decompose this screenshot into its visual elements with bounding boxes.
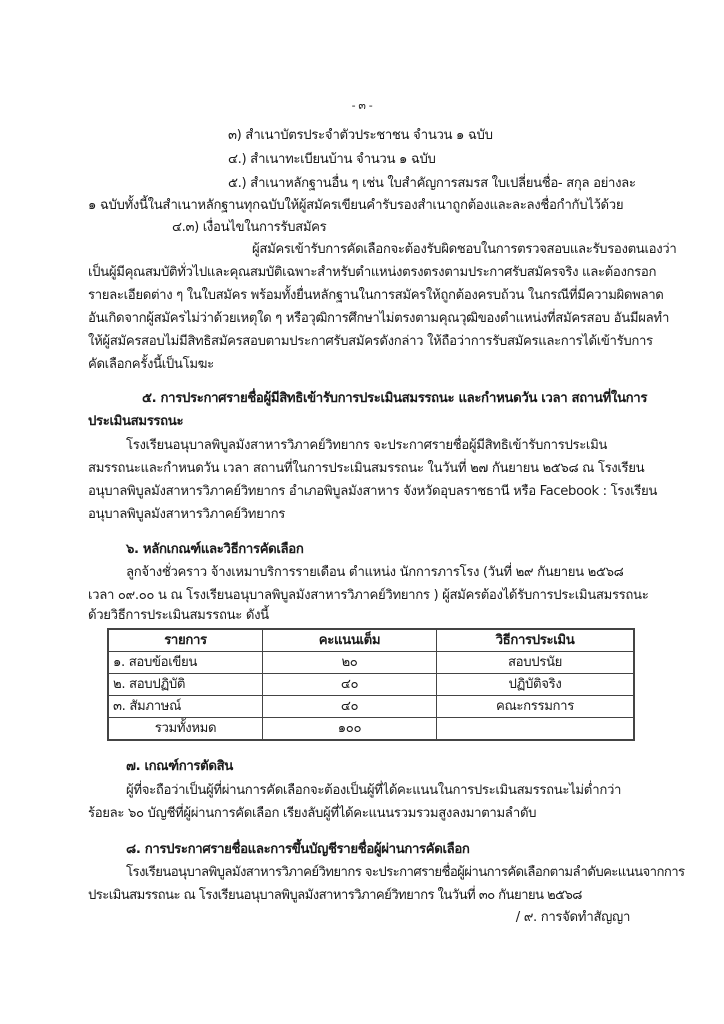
section5-line: อนุบาลพิบูลมังสาหารวิภาคย์วิทยากร (88, 507, 285, 522)
section6-line: ลูกจ้างชั่วคราว จ้างเหมาบริการรายเดือน ตำแหน่ง นักการภารโรง (วันที่ ๒๙ กันยายน ๒๕๖๘ (126, 565, 624, 580)
section8-line: ประเมินสมรรถนะ ณ โรงเรียนอนุบาลพิบูลมังสาหารวิภาคย์วิทยากร ในวันที่ ๓๐ กันยายน ๒๕๖๘ (88, 888, 582, 903)
table-header: รายการ (108, 629, 263, 652)
table-header: วิธีการประเมิน (437, 629, 635, 652)
section8-line: โรงเรียนอนุบาลพิบูลมังสาหารวิภาคย์วิทยากร จะประกาศรายชื่อผู้ผ่านการคัดเลือกตามลำดับคะแนนจากการ (126, 865, 685, 880)
section5-heading: ๕. การประกาศรายชื่อผู้มีสิทธิเข้ารับการประเมินสมรรถนะ และกำหนดวัน เวลา สถานที่ในการ (142, 391, 648, 406)
conditions-line: รายละเอียดต่าง ๆ ในใบสมัคร พร้อมทั้งยื่นหลักฐานในการสมัครให้ถูกต้องครบถ้วน ในกรณีที่มีความผิดพลาด (88, 288, 664, 303)
table-cell-method: ปฏิบัติจริง (437, 674, 635, 696)
section7-line: ร้อยละ ๖๐ บัญชีที่ผู้ผ่านการคัดเลือก เรียงลับผู้ที่ได้คะแนนรวมรวมสูงลงมาตามลำดับ (88, 806, 537, 821)
section5-line: สมรรถนะและกำหนดวัน เวลา สถานที่ในการประเมินสมรรถนะ ในวันที่ ๒๗ กันยายน ๒๕๖๘ ณ โรงเรียน (88, 461, 645, 476)
section8-heading: ๘. การประกาศรายชื่อและการขึ้นบัญชีรายชื่อผู้ผ่านการคัดเลือก (126, 842, 470, 857)
table-cell-score: ๔๐ (263, 696, 437, 718)
section5-line: โรงเรียนอนุบาลพิบูลมังสาหารวิภาคย์วิทยากร จะประกาศรายชื่อผู้มีสิทธิเข้ารับการประเมิน (126, 438, 608, 453)
doc-item-3: ๓) สำเนาบัตรประจำตัวประชาชน จำนวน ๑ ฉบับ (228, 128, 493, 143)
table-cell-total-score: ๑๐๐ (263, 718, 437, 741)
page-number: - ๓ - (351, 99, 373, 112)
section7-heading: ๗. เกณฑ์การตัดสิน (126, 759, 233, 774)
table-cell-score: ๔๐ (263, 674, 437, 696)
doc-item-5-cont: ๑ ฉบับทั้งนี้ในสำเนาหลักฐานทุกฉบับให้ผู้สมัครเขียนคำรับรองสำเนาถูกต้องและละลงชื่อกำกับไว้ด้วย (88, 198, 624, 213)
table-cell-total-label: รวมทั้งหมด (108, 718, 263, 741)
doc-item-5: ๕.) สำเนาหลักฐานอื่น ๆ เช่น ใบสำคัญการสมรส ใบเปลี่ยนชื่อ- สกุล อย่างละ (228, 176, 636, 191)
criteria-table (107, 628, 635, 741)
section7-line: ผู้ที่จะถือว่าเป็นผู้ที่ผ่านการคัดเลือกจะต้องเป็นผู้ที่ได้คะแนนในการประเมินสมรรถนะไม่ต่ำกว่า (126, 783, 622, 798)
table-row (108, 696, 634, 718)
section5-line: อนุบาลพิบูลมังสาหารวิภาคย์วิทยากร อำเภอพิบูลมังสาหาร จังหวัดอุบลราชธานี หรือ Facebook : โรงเรียน (88, 484, 658, 499)
conditions-line: เป็นผู้มีคุณสมบัติทั่วไปและคุณสมบัติเฉพาะสำหรับตำแหน่งตรงตรงตามประกาศรับสมัครจริง และต้องกรอก (88, 265, 657, 280)
section6-heading: ๖. หลักเกณฑ์และวิธีการคัดเลือก (126, 542, 304, 557)
table-row (108, 674, 634, 696)
section6-line: เวลา ๐๙.๐๐ น ณ โรงเรียนอนุบาลพิบูลมังสาหารวิภาคย์วิทยากร ) ผู้สมัครต้องได้รับการประเมินสมรรถนะ (88, 588, 649, 603)
conditions-line: ผู้สมัครเข้ารับการคัดเลือกจะต้องรับผิดชอบในการตรวจสอบและรับรองตนเองว่า (252, 242, 677, 257)
table-cell-item: ๒. สอบปฏิบัติ (108, 674, 263, 696)
table-header-row (108, 629, 634, 652)
section6-line: ด้วยวิธีการประเมินสมรรถนะ ดังนี้ (88, 608, 269, 623)
conditions-heading: ๔.๓) เงื่อนไขในการรับสมัคร (172, 220, 327, 235)
conditions-line: อันเกิดจากผู้สมัครไม่ว่าด้วยเหตุใด ๆ หรือวุฒิการศึกษาไม่ตรงตามคุณวุฒิของตำแหน่งที่สมัครสอบ อันมีผลทำ (88, 311, 670, 326)
table-cell-item: ๓. สัมภาษณ์ (108, 696, 263, 718)
table-total-row (108, 718, 634, 741)
conditions-line: ให้ผู้สมัครสอบไม่มีสิทธิสมัครสอบตามประกาศรับสมัครดังกล่าว ให้ถือว่าการรับสมัครและการได้เข้ารับการ (88, 334, 653, 349)
table-cell-empty (437, 718, 635, 741)
table-cell-method: สอบปรนัย (437, 652, 635, 674)
conditions-line: คัดเลือกครั้งนี้เป็นโมฆะ (88, 357, 214, 372)
table-cell-item: ๑. สอบข้อเขียน (108, 652, 263, 674)
doc-item-4: ๔.) สำเนาทะเบียนบ้าน จำนวน ๑ ฉบับ (228, 152, 436, 167)
table-row (108, 652, 634, 674)
section5-heading-cont: ประเมินสมรรถนะ (88, 414, 184, 429)
table-cell-method: คณะกรรมการ (437, 696, 635, 718)
continuation-note: / ๙. การจัดทำสัญญา (515, 910, 630, 925)
table-header: คะแนนเต็ม (263, 629, 437, 652)
table-cell-score: ๒๐ (263, 652, 437, 674)
